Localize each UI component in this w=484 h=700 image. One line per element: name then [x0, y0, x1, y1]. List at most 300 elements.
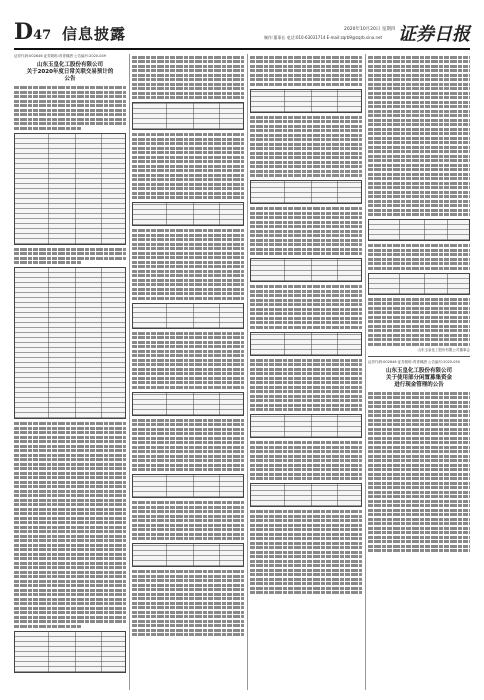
text-line [14, 436, 126, 439]
text-line [250, 239, 362, 242]
text-line [250, 225, 362, 228]
text-line [368, 527, 470, 530]
text-line [250, 161, 362, 164]
text-line [368, 338, 470, 341]
text-line [368, 200, 470, 203]
text-line [14, 449, 126, 452]
text-line [132, 265, 244, 268]
text-line [368, 132, 470, 135]
text-line [14, 113, 126, 116]
text-line [250, 515, 362, 518]
text-line [250, 78, 362, 81]
text-line [368, 249, 470, 252]
text-line [132, 261, 244, 264]
text-line [132, 178, 244, 181]
text-line [368, 186, 470, 189]
notice-code: 证券代码:002646 证券简称:青青稞酒 公告编号:2020-049 [14, 54, 106, 58]
text-line [132, 345, 244, 348]
text-line [250, 455, 362, 458]
text-line [132, 288, 244, 291]
text-line [132, 584, 244, 587]
text-line [250, 134, 362, 137]
text-line [368, 56, 470, 59]
text-line [368, 504, 470, 507]
transaction-table [132, 202, 244, 226]
text-line [368, 65, 470, 68]
text-line [250, 125, 362, 128]
text-line [250, 546, 362, 549]
text-line [250, 252, 362, 255]
text-line [368, 150, 470, 153]
text-line [250, 524, 362, 527]
text-line [250, 74, 362, 77]
transaction-table [14, 267, 126, 419]
text-line [368, 316, 470, 319]
text-line [250, 446, 362, 449]
text-line [368, 83, 470, 86]
text-line [14, 598, 126, 601]
text-line [14, 454, 126, 457]
text-line [14, 571, 126, 574]
text-line [368, 168, 470, 171]
text-line [368, 486, 470, 489]
text-line [368, 164, 470, 167]
text-line [14, 530, 126, 533]
text-line [132, 524, 244, 527]
text-line [132, 160, 244, 163]
text-line [132, 60, 244, 63]
text-line [250, 312, 362, 315]
text-line [14, 257, 126, 260]
text-line [132, 83, 244, 86]
text-line [250, 120, 362, 123]
text-line [14, 490, 126, 493]
text-line [132, 515, 244, 518]
notice-code: 证券代码:002646 证券简称:青青稞酒 公告编号:2020-050 [368, 359, 460, 364]
text-line [250, 441, 362, 444]
text-line [250, 303, 362, 306]
text-line [132, 423, 244, 426]
text-line [368, 92, 470, 95]
transaction-table [132, 392, 244, 416]
notice-title: 山东玉皇化工股份有限公司 关于使用部分闲置募集资金 进行现金管理的公告 [385, 367, 452, 388]
text-line [368, 536, 470, 539]
text-line [14, 517, 126, 520]
text-line [14, 476, 126, 479]
text-line [14, 620, 126, 623]
text-line [250, 207, 362, 210]
text-line [132, 234, 244, 237]
notice-divider [368, 356, 470, 357]
text-line [368, 209, 470, 212]
text-line [132, 156, 244, 159]
text-line [132, 165, 244, 168]
text-line [250, 290, 362, 293]
text-line [368, 522, 470, 525]
text-line [368, 105, 470, 108]
text-line [250, 569, 362, 572]
text-line [132, 56, 244, 59]
text-line [14, 109, 126, 112]
text-line [132, 243, 244, 246]
text-line [250, 152, 362, 155]
text-line [14, 467, 126, 470]
text-line [250, 464, 362, 467]
column-divider [247, 54, 248, 690]
text-line [368, 87, 470, 90]
text-line [132, 506, 244, 509]
text-line [368, 177, 470, 180]
text-line [368, 258, 470, 261]
text-line [14, 616, 126, 619]
text-line [250, 285, 362, 288]
transaction-table [250, 414, 362, 438]
text-line [250, 221, 362, 224]
text-line [14, 593, 126, 596]
page-header [14, 20, 470, 48]
text-line [368, 262, 470, 265]
text-line [368, 69, 470, 72]
text-line [132, 363, 244, 366]
text-line [250, 564, 362, 567]
text-line [368, 119, 470, 122]
text-line [14, 104, 126, 107]
text-line [132, 570, 244, 573]
text-line [132, 450, 244, 453]
column-divider [129, 54, 130, 690]
text-line [14, 440, 126, 443]
text-line [132, 142, 244, 145]
text-line [14, 122, 126, 125]
text-line [368, 414, 470, 417]
text-line [132, 292, 244, 295]
text-line [250, 399, 362, 402]
text-line [250, 299, 362, 302]
text-line [132, 602, 244, 605]
text-line [368, 195, 470, 198]
text-line [132, 74, 244, 77]
text-line [250, 138, 362, 141]
text-line [132, 624, 244, 627]
text-line [250, 56, 362, 59]
text-line [14, 557, 126, 560]
text-line [368, 329, 470, 332]
text-line [14, 580, 126, 583]
text-line [250, 533, 362, 536]
transaction-table [132, 102, 244, 130]
text-line [368, 320, 470, 323]
text-line [250, 542, 362, 545]
text-line [14, 535, 126, 538]
text-line [132, 78, 244, 81]
text-line [250, 377, 362, 380]
column-1 [14, 54, 126, 690]
text-line [14, 584, 126, 587]
text-line [132, 252, 244, 255]
text-line [132, 133, 244, 136]
text-line [14, 553, 126, 556]
text-line [14, 445, 126, 448]
text-line [368, 137, 470, 140]
text-line [132, 606, 244, 609]
text-line [250, 408, 362, 411]
text-line [368, 392, 470, 395]
text-line [132, 270, 244, 273]
text-line [14, 422, 126, 425]
column-3 [250, 54, 362, 690]
text-line [14, 539, 126, 542]
issue-date: 2020年10月20日 星期四 [344, 27, 396, 32]
transaction-table [250, 258, 362, 282]
text-line [250, 156, 362, 159]
text-line [368, 334, 470, 337]
text-line [250, 551, 362, 554]
text-line [368, 423, 470, 426]
text-line [132, 368, 244, 371]
text-line [368, 155, 470, 158]
text-line [368, 204, 470, 207]
text-line [368, 410, 470, 413]
text-line [14, 548, 126, 551]
text-line [368, 401, 470, 404]
text-line [368, 173, 470, 176]
text-line [368, 128, 470, 131]
text-line [132, 336, 244, 339]
text-line [132, 519, 244, 522]
text-line [250, 308, 362, 311]
text-line [132, 151, 244, 154]
text-line [368, 146, 470, 149]
text-line [14, 127, 81, 130]
text-line [368, 518, 470, 521]
text-line [250, 321, 362, 324]
text-line [14, 566, 126, 569]
text-line [132, 247, 244, 250]
text-line [132, 593, 244, 596]
text-line [132, 332, 244, 335]
text-line [132, 341, 244, 344]
transaction-table [14, 133, 126, 245]
text-line [132, 386, 244, 389]
text-line [14, 589, 126, 592]
text-line [368, 101, 470, 104]
text-line [368, 343, 470, 346]
text-line [14, 91, 126, 94]
text-line [14, 463, 126, 466]
text-line [250, 212, 362, 215]
column-divider [365, 54, 366, 690]
text-line [250, 363, 362, 366]
text-line [132, 464, 244, 467]
text-line [250, 510, 362, 513]
transaction-table [368, 219, 470, 241]
text-line [14, 607, 126, 610]
text-line [132, 432, 244, 435]
text-line [132, 138, 244, 141]
text-line [250, 591, 362, 594]
text-line [14, 481, 126, 484]
text-line [250, 170, 362, 173]
text-line [250, 116, 362, 119]
text-line [14, 625, 81, 628]
text-line [132, 256, 244, 259]
text-line [368, 531, 470, 534]
text-line [132, 459, 244, 462]
text-line [132, 620, 244, 623]
text-line [250, 147, 362, 150]
text-line [368, 428, 470, 431]
text-line [14, 458, 126, 461]
text-line [368, 307, 470, 310]
text-line [368, 477, 470, 480]
text-line [368, 495, 470, 498]
text-line [250, 248, 362, 251]
text-line [14, 575, 126, 578]
transaction-table [14, 631, 126, 673]
text-line [132, 428, 244, 431]
text-line [250, 165, 362, 168]
transaction-table [250, 89, 362, 113]
text-line [132, 279, 244, 282]
text-line [14, 100, 126, 103]
text-line [132, 579, 244, 582]
text-line [14, 485, 126, 488]
text-line [132, 510, 244, 513]
text-line [250, 390, 362, 393]
text-line [368, 78, 470, 81]
text-line [250, 404, 362, 407]
text-line [250, 537, 362, 540]
text-line [14, 472, 126, 475]
text-line [368, 509, 470, 512]
text-line [368, 159, 470, 162]
text-line [250, 317, 362, 320]
text-line [14, 118, 126, 121]
text-line [250, 587, 362, 590]
text-line [132, 372, 244, 375]
text-line [250, 573, 362, 576]
text-line [132, 174, 244, 177]
text-line [368, 60, 470, 63]
text-line [368, 74, 470, 77]
text-line [132, 468, 244, 471]
text-line [368, 500, 470, 503]
text-line [132, 274, 244, 277]
text-line [132, 441, 244, 444]
text-line [132, 611, 244, 614]
text-line [368, 396, 470, 399]
text-line [250, 234, 362, 237]
text-line [132, 633, 244, 636]
text-line [132, 597, 244, 600]
text-line [14, 427, 126, 430]
text-line [368, 325, 470, 328]
text-line [368, 545, 470, 548]
text-line [368, 114, 470, 117]
newspaper-logo: 证券日报 [398, 24, 470, 45]
text-line [250, 83, 362, 86]
text-line [132, 187, 244, 190]
text-line [132, 629, 244, 632]
text-line [250, 294, 362, 297]
text-line [14, 602, 126, 605]
text-line [132, 229, 244, 232]
text-line [368, 244, 470, 247]
text-line [368, 110, 470, 113]
text-line [14, 512, 126, 515]
text-line [132, 183, 244, 186]
text-line [132, 528, 244, 531]
text-line [14, 562, 126, 565]
text-line [368, 405, 470, 408]
text-line [250, 578, 362, 581]
text-line [14, 499, 126, 502]
text-line [14, 508, 126, 511]
text-line [368, 437, 470, 440]
text-line [250, 60, 362, 63]
text-line [14, 521, 126, 524]
text-line [14, 611, 126, 614]
text-line [132, 283, 244, 286]
text-line [14, 261, 81, 264]
text-line [368, 491, 470, 494]
text-line [250, 555, 362, 558]
text-line [250, 528, 362, 531]
column-2 [132, 54, 244, 690]
text-line [250, 243, 362, 246]
signature: 山东玉皇化工股份有限公司董事会 [417, 347, 470, 352]
text-line [14, 494, 126, 497]
text-line [368, 191, 470, 194]
text-line [250, 368, 362, 371]
text-line [132, 501, 244, 504]
text-line [368, 123, 470, 126]
page-number: D47 [14, 19, 52, 45]
text-line [368, 213, 470, 216]
text-line [250, 459, 362, 462]
text-line [368, 141, 470, 144]
text-line [368, 450, 470, 453]
text-line [368, 446, 470, 449]
transaction-table [250, 180, 362, 204]
text-line [250, 372, 362, 375]
editor-contact: 制作:董事长 电话:010-63031714 E-mail:zqrb9@zqrb.sina.net [264, 35, 383, 40]
text-line [14, 503, 126, 506]
text-line [14, 95, 126, 98]
text-line [132, 533, 244, 536]
text-line [132, 87, 244, 90]
text-line [250, 395, 362, 398]
text-line [132, 297, 244, 300]
text-line [368, 513, 470, 516]
text-line [132, 615, 244, 618]
text-line [368, 540, 470, 543]
text-line [132, 65, 244, 68]
transaction-table [368, 273, 470, 295]
text-line [250, 174, 362, 177]
text-line [14, 248, 126, 251]
text-line [368, 432, 470, 435]
text-line [250, 468, 362, 471]
text-line [368, 441, 470, 444]
transaction-table [250, 483, 362, 507]
text-line [132, 96, 244, 99]
text-line [250, 473, 362, 476]
text-line [250, 381, 362, 384]
text-line [14, 544, 126, 547]
text-line [14, 526, 126, 529]
text-line [368, 267, 470, 270]
